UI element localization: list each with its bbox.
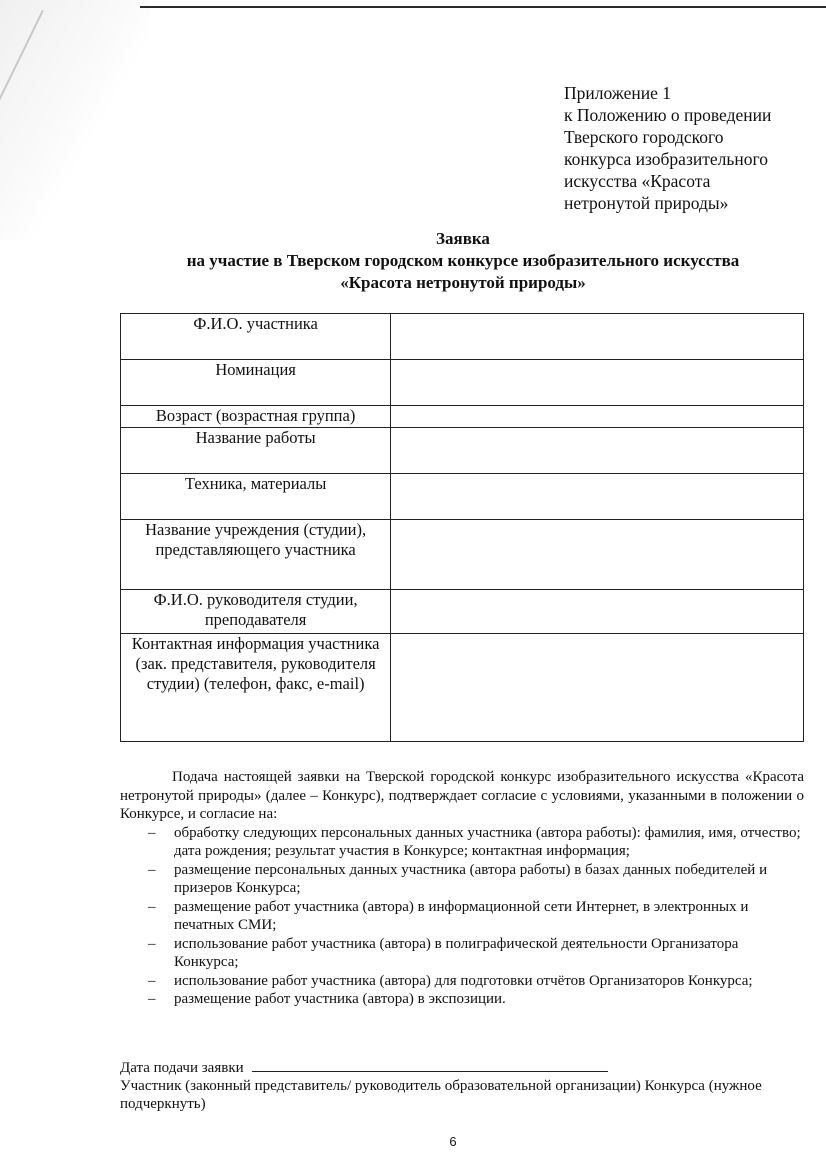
dash-bullet: – xyxy=(148,824,156,841)
consent-item-text: использование работ участника (автора) в полиграфической деятельности Организатора Конкурса; xyxy=(174,935,739,970)
submission-date-label: Дата подачи заявки xyxy=(120,1060,244,1076)
consent-item xyxy=(120,824,804,861)
scan-fold-shadow xyxy=(0,0,150,240)
table-row xyxy=(121,314,804,360)
dash-bullet: – xyxy=(148,991,156,1007)
field-label-nomination: Номинация xyxy=(121,360,391,406)
field-value-technique[interactable] xyxy=(391,474,804,520)
field-value-work-title[interactable] xyxy=(391,428,804,474)
document-title xyxy=(100,228,826,294)
submission-date-line xyxy=(120,1057,608,1077)
consent-item-text: размещение работ участника (автора) в информационной сети Интернет, в электронных и печатных СМИ; xyxy=(174,898,749,933)
field-value-supervisor[interactable] xyxy=(391,590,804,634)
table-row xyxy=(121,428,804,474)
application-form-table xyxy=(120,313,804,742)
appendix-line: Тверского городского xyxy=(564,127,724,147)
title-line: Заявка xyxy=(436,229,490,248)
table-row xyxy=(121,634,804,742)
appendix-line: Приложение 1 xyxy=(564,83,672,103)
field-label-technique: Техника, материалы xyxy=(121,474,391,520)
field-label-age-group: Возраст (возрастная группа) xyxy=(121,406,391,428)
consent-item-text: размещение работ участника (автора) в экспозиции. xyxy=(174,991,506,1007)
consent-list xyxy=(120,824,804,1009)
consent-item xyxy=(120,898,804,935)
field-label-institution: Название учреждения (студии), представляющего участника xyxy=(121,520,391,590)
consent-item xyxy=(120,990,804,1009)
scan-top-edge xyxy=(140,6,826,8)
consent-item xyxy=(120,935,804,972)
field-label-participant-name: Ф.И.О. участника xyxy=(121,314,391,360)
appendix-line: нетронутой природы» xyxy=(564,193,729,213)
table-row xyxy=(121,360,804,406)
table-row xyxy=(121,590,804,634)
field-label-supervisor: Ф.И.О. руководителя студии, преподавателя xyxy=(121,590,391,634)
appendix-line: к Положению о проведении xyxy=(564,105,772,125)
submission-date-field[interactable] xyxy=(252,1057,608,1072)
title-line: на участие в Тверском городском конкурсе изобразительного искусства xyxy=(186,251,740,270)
consent-item xyxy=(120,861,804,898)
appendix-line: конкурса изобразительного xyxy=(564,149,768,169)
consent-section xyxy=(120,768,804,1009)
appendix-line: искусства «Красота xyxy=(564,171,711,191)
title-line: «Красота нетронутой природы» xyxy=(340,273,586,292)
table-row xyxy=(121,520,804,590)
field-value-participant-name[interactable] xyxy=(391,314,804,360)
table-row xyxy=(121,406,804,428)
consent-intro: Подача настоящей заявки на Тверской городской конкурс изобразительного искусства «Красота нетронутой природы» (далее – Конкурс), подтверждает согласие с условиями, указанными в положении о Конкурсе, и согласие на: xyxy=(120,769,804,822)
field-value-contact-info[interactable] xyxy=(391,634,804,742)
consent-item-text: размещение персональных данных участника (автора работы) в базах данных победителей и призеров Конкурса; xyxy=(174,861,768,896)
page-number: 6 xyxy=(449,1134,457,1149)
dash-bullet: – xyxy=(148,972,156,989)
dash-bullet: – xyxy=(148,861,156,878)
table-row xyxy=(121,474,804,520)
dash-bullet: – xyxy=(148,898,156,915)
consent-item-text: обработку следующих персональных данных участника (автора работы): фамилия, имя, отчество; дата рождения; результат участия в Конкурсе; контактная информация; xyxy=(174,824,801,859)
field-value-institution[interactable] xyxy=(391,520,804,590)
field-value-age-group[interactable] xyxy=(391,406,804,428)
field-value-nomination[interactable] xyxy=(391,360,804,406)
consent-item-text: использование работ участника (автора) для подготовки отчётов Организаторов Конкурса; xyxy=(174,972,753,989)
appendix-header xyxy=(564,82,771,214)
field-label-work-title: Название работы xyxy=(121,428,391,474)
participant-signature-note: Участник (законный представитель/ руководитель образовательной организации) Конкурса (нужное подчеркнуть) xyxy=(120,1078,762,1112)
consent-item xyxy=(120,972,804,991)
dash-bullet: – xyxy=(148,935,156,952)
field-label-contact-info: Контактная информация участника (зак. представителя, руководителя студии) (телефон, факс, e-mail) xyxy=(121,634,391,742)
